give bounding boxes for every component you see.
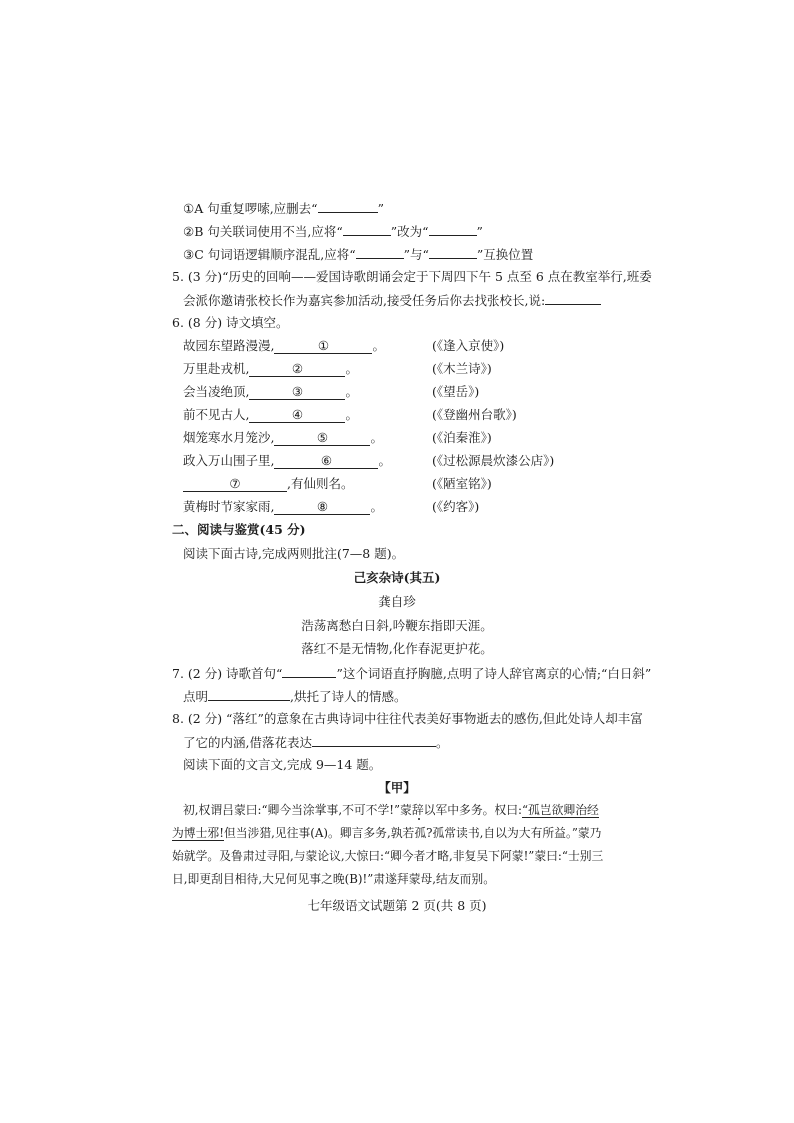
passage-line-1-a: 初,权谓吕蒙曰:“卿今当涂掌事,不可不学!”蒙: [183, 803, 412, 817]
passage-emphasis-ci: 辞: [411, 803, 424, 817]
q6-row-6-post: 。: [378, 453, 391, 468]
passage-line-1: [183, 801, 599, 819]
poem-title: 己亥杂诗(其五): [353, 570, 441, 585]
q6-row-5-pre: 烟笼寒水月笼沙,: [183, 430, 275, 445]
q6-source-2: (《木兰诗》): [432, 361, 492, 376]
q7-line1-pre: 7. (2 分) 诗歌首句“: [172, 666, 283, 681]
q8-line2: [183, 733, 449, 752]
q6-row-2-pre: 万里赴戎机,: [183, 361, 250, 376]
section2-heading: 二、阅读与鉴赏(45 分): [172, 522, 306, 537]
q6-row-1: [183, 337, 385, 355]
q5-line2: [183, 291, 601, 310]
q6-blank-4[interactable]: ④: [249, 407, 345, 423]
q6-blank-5[interactable]: ⑤: [274, 430, 370, 446]
q6-blank-6[interactable]: ⑥: [274, 453, 378, 469]
q6-row-6: [183, 452, 391, 470]
q4-option-b-text: ②B 句关联词使用不当,应将“: [183, 224, 343, 239]
q6-row-1-pre: 故园东望路漫漫,: [183, 338, 275, 353]
q6-source-6: (《过松源晨炊漆公店》): [432, 453, 555, 468]
q8-blank[interactable]: [312, 733, 436, 747]
q4-option-b: [183, 222, 483, 241]
q6-row-4-pre: 前不见古人,: [183, 407, 250, 422]
q4-blank-a[interactable]: [318, 199, 378, 213]
q4-blank-b2[interactable]: [429, 222, 477, 236]
q7-blank-2[interactable]: [208, 687, 290, 701]
q6-row-2: [183, 360, 358, 378]
q4-option-c-mid: ”与“: [403, 247, 429, 262]
q6-row-3: [183, 383, 358, 401]
q6-source-4: (《登幽州台歌》): [432, 407, 517, 422]
passage-underline-2: 为博士邪!: [172, 826, 224, 840]
poem-line-2: 落红不是无情物,化作春泥更护花。: [301, 641, 493, 656]
q7-line1: [172, 664, 651, 683]
q8-line2-pre: 了它的内涵,借落花表达: [183, 735, 312, 750]
passage-line-4: 日,即更刮目相待,大兄何见事之晚(B)!”肃遂拜蒙母,结友而别。: [172, 872, 496, 886]
passage-line-1-b: 以军中多务。权曰:: [423, 803, 522, 817]
q6-row-8-pre: 黄梅时节家家雨,: [183, 499, 275, 514]
q6-source-7: (《陋室铭》): [432, 476, 492, 491]
passage-line-2: [172, 824, 601, 842]
q4-option-b-mid: ”改为“: [390, 224, 429, 239]
q6-row-3-post: 。: [345, 384, 358, 399]
q6-row-4-post: 。: [345, 407, 358, 422]
q4-option-a-text: ①A 句重复啰嗦,应删去“: [183, 201, 318, 216]
q8-line1: 8. (2 分) “落红”的意象在古典诗词中往往代表美好事物逝去的感伤,但此处诗人却丰富: [172, 711, 643, 726]
q4-option-c-close: ”互换位置: [476, 247, 534, 262]
passage-label: 【甲】: [378, 780, 416, 795]
q6-source-8: (《约客》): [432, 499, 480, 514]
q6-row-1-post: 。: [372, 338, 385, 353]
q6-source-5: (《泊秦淮》): [432, 430, 492, 445]
q4-blank-b1[interactable]: [343, 222, 391, 236]
q6-source-1: (《逢入京使》): [432, 338, 505, 353]
q6-row-8-post: 。: [370, 499, 383, 514]
q7-line2-post: ,烘托了诗人的情感。: [290, 689, 407, 704]
q7-line2-pre: 点明: [183, 689, 209, 704]
q6-row-2-post: 。: [345, 361, 358, 376]
section2-intro: 阅读下面古诗,完成两则批注(7—8 题)。: [183, 546, 405, 561]
q6-blank-8[interactable]: ⑧: [274, 499, 370, 515]
q6-title: 6. (8 分) 诗文填空。: [172, 315, 289, 330]
q6-row-7-post: ,有仙则名。: [287, 476, 354, 491]
q6-blank-3[interactable]: ③: [249, 384, 345, 400]
q4-blank-c2[interactable]: [429, 245, 477, 259]
q6-row-3-pre: 会当凌绝顶,: [183, 384, 250, 399]
q6-blank-2[interactable]: ②: [249, 361, 345, 377]
q4-option-a: [183, 199, 384, 218]
q7-blank-1[interactable]: [282, 664, 336, 678]
q4-option-c-text: ③C 句词语逻辑顺序混乱,应将“: [183, 247, 356, 262]
q6-source-3: (《望岳》): [432, 384, 480, 399]
passage-underline-1: “孤岂欲卿治经: [522, 803, 599, 817]
passage-line-2-b: 但当涉猎,见往事(A)。卿言多务,孰若孤?孤常读书,自以为大有所益。”蒙乃: [223, 826, 602, 840]
q6-row-6-pre: 政入万山围子里,: [183, 453, 275, 468]
q6-row-8: [183, 498, 383, 516]
q6-row-4: [183, 406, 358, 424]
q4-option-a-close: ”: [377, 201, 384, 216]
q6-row-5: [183, 429, 383, 447]
q5-line1: 5. (3 分)“历史的回响——爱国诗歌朗诵会定于下周四下午 5 点至 6 点在教室举行,班委: [172, 269, 652, 284]
poem-line-1: 浩荡离愁白日斜,吟鞭东指即天涯。: [301, 618, 493, 633]
q8-line2-post: 。: [435, 735, 449, 750]
q5-line2-text: 会派你邀请张校长作为嘉宾参加活动,接受任务后你去找张校长,说:: [183, 293, 546, 308]
q6-row-5-post: 。: [370, 430, 383, 445]
q5-answer-blank[interactable]: [545, 291, 601, 305]
q4-option-b-close: ”: [476, 224, 483, 239]
poem-author: 龚自珍: [378, 594, 416, 609]
page-footer: 七年级语文试题第 2 页(共 8 页): [307, 898, 487, 913]
classical-intro: 阅读下面的文言文,完成 9—14 题。: [183, 757, 382, 772]
q7-line2: [183, 687, 407, 706]
q6-blank-7[interactable]: ⑦: [183, 476, 287, 492]
q7-line1-post: ”这个词语直抒胸臆,点明了诗人辞官离京的心情;“白日斜”: [336, 666, 652, 681]
q4-blank-c1[interactable]: [356, 245, 404, 259]
passage-line-3: 始就学。及鲁肃过寻阳,与蒙论议,大惊曰:“卿今者才略,非复吴下阿蒙!”蒙曰:“士别三: [172, 849, 604, 863]
q6-row-7: [183, 475, 353, 493]
q6-blank-1[interactable]: ①: [274, 338, 372, 354]
q4-option-c: [183, 245, 533, 264]
